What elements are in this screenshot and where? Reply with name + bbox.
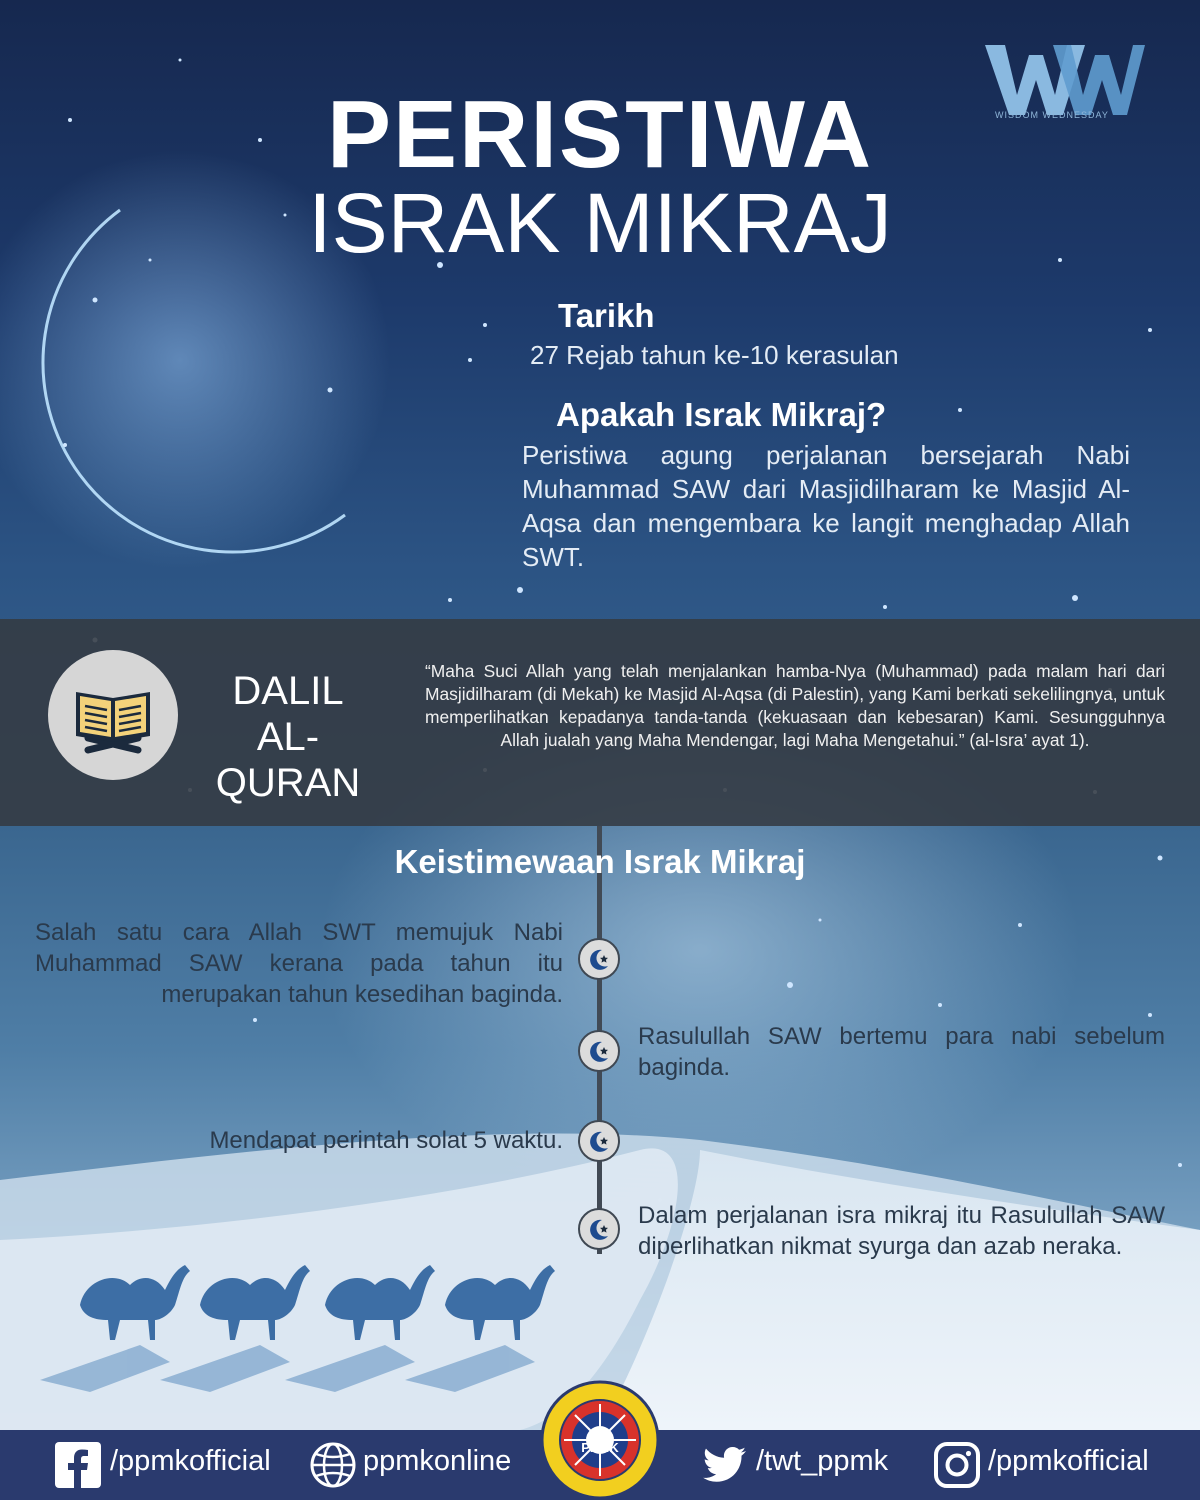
globe-icon[interactable] [310, 1442, 356, 1488]
instagram-icon[interactable] [934, 1442, 980, 1488]
dalil-label-line1: DALIL [232, 669, 344, 713]
quran-icon-circle [48, 650, 178, 780]
brand-tagline: WISDOM WEDNESDAY [995, 110, 1109, 120]
page-title-line2: ISRAK MIKRAJ [308, 176, 892, 270]
website-link[interactable]: ppmkonline [363, 1445, 512, 1477]
apakah-text: Peristiwa agung perjalanan bersejarah Nabi Muhammad SAW dari Masjidilharam ke Masjid Al-Aqsa dan mengembara ke langit menghadap Allah SWT. [522, 440, 1130, 572]
instagram-link[interactable]: /ppmkofficial [988, 1445, 1149, 1477]
page-title-line1: PERISTIWA [326, 81, 874, 188]
facebook-link[interactable]: /ppmkofficial [110, 1445, 271, 1477]
keistimewaan-heading: Keistimewaan Israk Mikraj [394, 843, 806, 880]
timeline-item-3: Mendapat perintah solat 5 waktu. [209, 1127, 563, 1154]
quran-quote: “Maha Suci Allah yang telah menjalankan hamba-Nya (Muhammad) pada malam hari dari Masjidilharam (di Mekah) ke Masjid Al-Aqsa (di Palestin), yang Kami berkati sekelilingnya, untuk memperlihatkan kepadanya tanda-tanda (kekuasaan dan kebesaran) Kami. Sesungguhnya Allah jualah yang Maha Mendengar, lagi Maha Mengetahui.” (al-Isra’ ayat 1). [425, 661, 1165, 750]
dalil-label [188, 668, 388, 806]
crescent-star-icon [580, 1122, 618, 1160]
tarikh-heading: Tarikh [558, 297, 655, 334]
timeline-item-2: Rasulullah SAW bertemu para nabi sebelum baginda. [638, 1023, 1165, 1081]
quran-book-icon [48, 650, 178, 780]
crescent-star-icon [580, 1210, 618, 1248]
apakah-heading: Apakah Israk Mikraj? [556, 396, 887, 433]
dalil-label-line2: AL-QURAN [215, 715, 361, 805]
ppmk-emblem [538, 1378, 662, 1500]
timeline-item-4: Dalam perjalanan isra mikraj itu Rasulullah SAW diperlihatkan nikmat syurga dan azab neraka. [638, 1202, 1165, 1260]
tarikh-text: 27 Rejab tahun ke-10 kerasulan [530, 340, 899, 370]
emblem-label: PPMK [581, 1440, 619, 1455]
crescent-star-icon [580, 1032, 618, 1070]
crescent-star-icon [580, 940, 618, 978]
twitter-icon[interactable] [702, 1442, 748, 1488]
timeline-node-2 [578, 1030, 620, 1072]
timeline-node-3 [578, 1120, 620, 1162]
twitter-link[interactable]: /twt_ppmk [756, 1445, 889, 1477]
timeline-item-1: Salah satu cara Allah SWT memujuk Nabi Muhammad SAW kerana pada tahun itu merupakan tahun kesedihan baginda. [35, 919, 563, 1008]
timeline-node-1 [578, 938, 620, 980]
timeline-node-4 [578, 1208, 620, 1250]
facebook-icon[interactable] [55, 1442, 101, 1488]
